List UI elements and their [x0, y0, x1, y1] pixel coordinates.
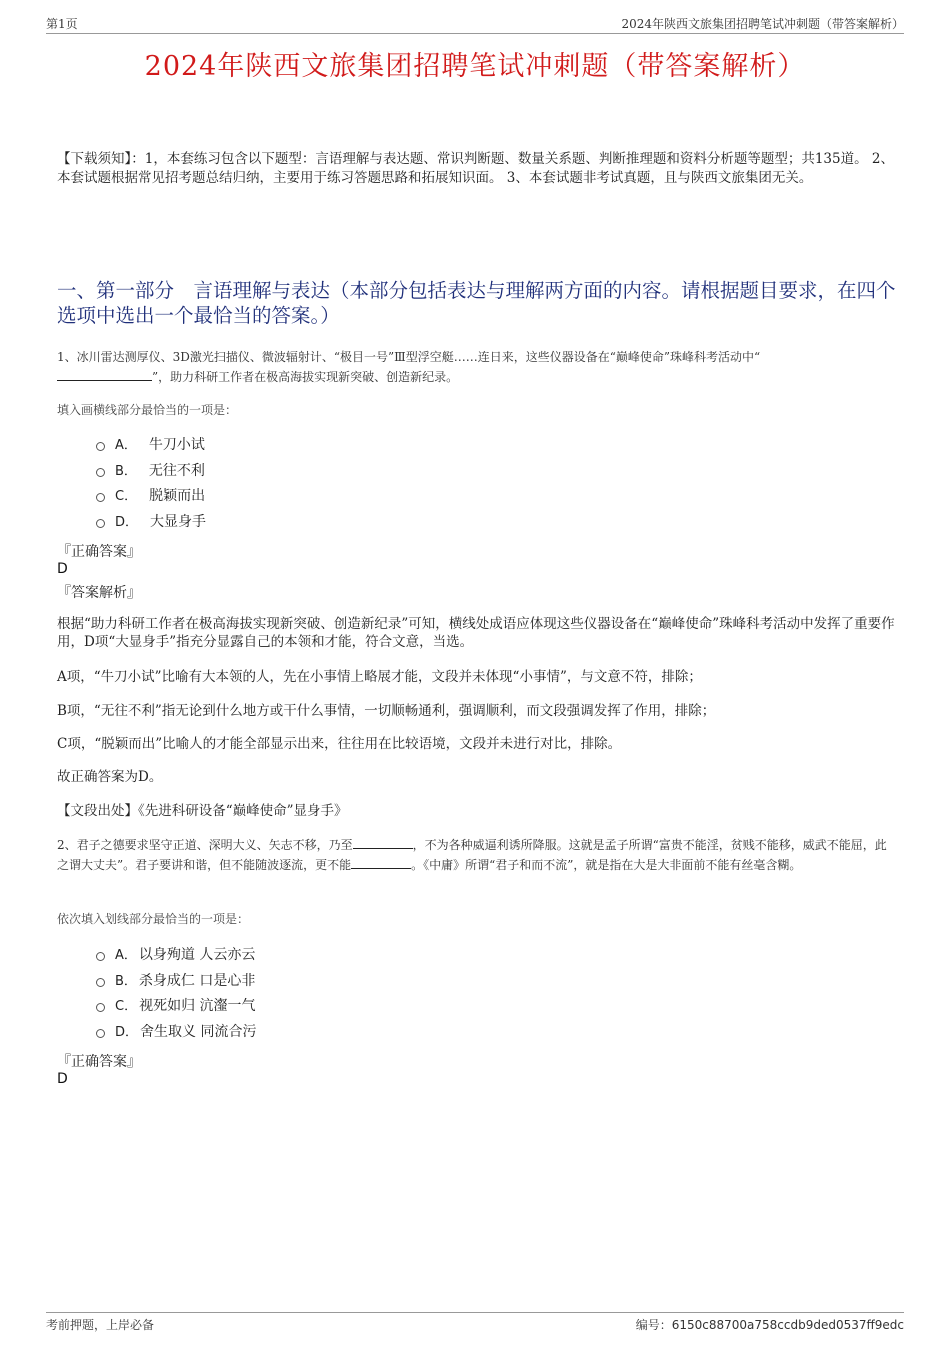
option-d[interactable]: [96, 1020, 256, 1046]
option-text: 视死如归 沆瀣一气: [139, 998, 256, 1014]
fill-blank[interactable]: [351, 856, 411, 869]
code-value: 6150c88700a758ccdb9ded0537ff9edc: [671, 1318, 904, 1332]
radio-icon[interactable]: [96, 1003, 105, 1012]
code-label: 编号：: [635, 1318, 672, 1332]
question-2-stem-part-c: 。《中庸》所谓“君子和而不流”，就是指在大是大非面前不能有丝毫含糊。: [411, 858, 802, 872]
radio-icon[interactable]: [96, 519, 105, 528]
question-1-stem-part-a: 1、冰川雷达测厚仪、3D激光扫描仪、微波辐射计、“极目一号”Ⅲ型浮空艇……连日来，这些仪器设备在“巅峰使命”珠峰科考活动中“: [57, 350, 761, 364]
question-2-stem: [57, 835, 898, 875]
question-2-stem-part-a: 2、君子之德要求坚守正道、深明大义、矢志不移，乃至: [57, 838, 353, 852]
radio-icon[interactable]: [96, 442, 105, 451]
option-d[interactable]: [96, 510, 206, 536]
correct-answer: D: [57, 1071, 68, 1087]
download-notice: 【下载须知】：1，本套练习包含以下题型：言语理解与表达题、常识判断题、数量关系题、判断推理题和资料分析题等题型；共135道。 2、本套试题根据常见招考题总结归纳，主要用于练习答题思路和拓展知识面。 3、本套试题非考试真题，且与陕西文旅集团无关。: [57, 151, 894, 186]
option-text: 脱颖而出: [149, 488, 206, 504]
option-letter: B．: [115, 973, 137, 989]
option-letter: D．: [115, 1024, 139, 1040]
question-2-hint: 依次填入划线部分最恰当的一项是：: [57, 912, 250, 926]
question-1-stem-part-b: ”，助力科研工作者在极高海拔实现新突破、创造新纪录。: [152, 370, 459, 384]
option-letter: B．: [115, 463, 137, 479]
correct-answer-label: 『正确答案』: [57, 544, 141, 560]
option-letter: D．: [115, 514, 139, 530]
question-1-options: [96, 433, 206, 535]
option-b[interactable]: [96, 969, 256, 995]
question-2-stem-part-b: ，不为各种威逼利诱所降服。这就是孟子所谓“富贵不能淫，贫贱不能移，威武不能屈，此之谓大丈夫”。君子要讲和谐，但不能随波逐流，更不能: [57, 838, 887, 872]
radio-icon[interactable]: [96, 978, 105, 987]
page-header: [46, 15, 904, 34]
fill-blank[interactable]: [353, 836, 413, 849]
option-letter: A．: [115, 948, 137, 963]
analysis-paragraph: A项，“牛刀小试”比喻有大本领的人，先在小事情上略展才能，文段并未体现“小事情”，与文意不符，排除；: [57, 669, 702, 685]
document-code: [636, 1316, 904, 1333]
radio-icon[interactable]: [96, 952, 105, 961]
text-source: 【文段出处】《先进科研设备“巅峰使命”显身手》: [57, 803, 348, 819]
question-1-hint: 填入画横线部分最恰当的一项是：: [57, 403, 238, 417]
correct-answer-label: 『正确答案』: [57, 1054, 141, 1070]
header-doc-title: 2024年陕西文旅集团招聘笔试冲刺题（带答案解析）: [621, 17, 904, 31]
radio-icon[interactable]: [96, 468, 105, 477]
analysis-paragraph: B项，“无往不利”指无论到什么地方或干什么事情，一切顺畅通利，强调顺利，而文段强调发挥了作用，排除；: [57, 703, 716, 719]
option-letter: A．: [115, 438, 137, 453]
radio-icon[interactable]: [96, 493, 105, 502]
option-text: 大显身手: [150, 513, 207, 530]
section-heading: 一、第一部分 言语理解与表达（本部分包括表达与理解两方面的内容。请根据题目要求，在四个选项中选出一个最恰当的答案。）: [57, 279, 896, 327]
page-footer: [46, 1312, 904, 1333]
option-letter: C．: [115, 489, 138, 504]
question-2-options: [96, 943, 256, 1045]
option-text: 以身殉道 人云亦云: [138, 947, 256, 963]
option-letter: C．: [115, 999, 138, 1014]
footer-slogan: 考前押题，上岸必备: [46, 1318, 155, 1332]
option-b[interactable]: [96, 459, 206, 485]
radio-icon[interactable]: [96, 1029, 105, 1038]
fill-blank[interactable]: [57, 368, 152, 381]
option-text: 舍生取义 同流合污: [140, 1023, 257, 1040]
option-c[interactable]: [96, 994, 256, 1020]
analysis-paragraph: 根据“助力科研工作者在极高海拔实现新突破、创造新纪录”可知，横线处成语应体现这些仪器设备在“巅峰使命”珠峰科考活动中发挥了重要作用，D项“大显身手”指充分显露自己的本领和才能，符合文意，当选。: [57, 616, 895, 650]
option-a[interactable]: [96, 943, 256, 969]
option-c[interactable]: [96, 484, 206, 510]
correct-answer: D: [57, 561, 68, 577]
option-text: 牛刀小试: [148, 437, 205, 453]
option-text: 无往不利: [148, 462, 205, 479]
option-a[interactable]: [96, 433, 206, 459]
analysis-label: 『答案解析』: [57, 585, 141, 601]
analysis-paragraph: C项，“脱颖而出”比喻人的才能全部显示出来，往往用在比较语境，文段并未进行对比，排除。: [57, 736, 622, 752]
page-number: 第1页: [46, 17, 78, 31]
question-1-stem: [57, 347, 898, 387]
document-title: 2024年陕西文旅集团招聘笔试冲刺题（带答案解析）: [144, 51, 806, 82]
analysis-paragraph: 故正确答案为D。: [57, 769, 163, 785]
option-text: 杀身成仁 口是心非: [138, 972, 256, 989]
